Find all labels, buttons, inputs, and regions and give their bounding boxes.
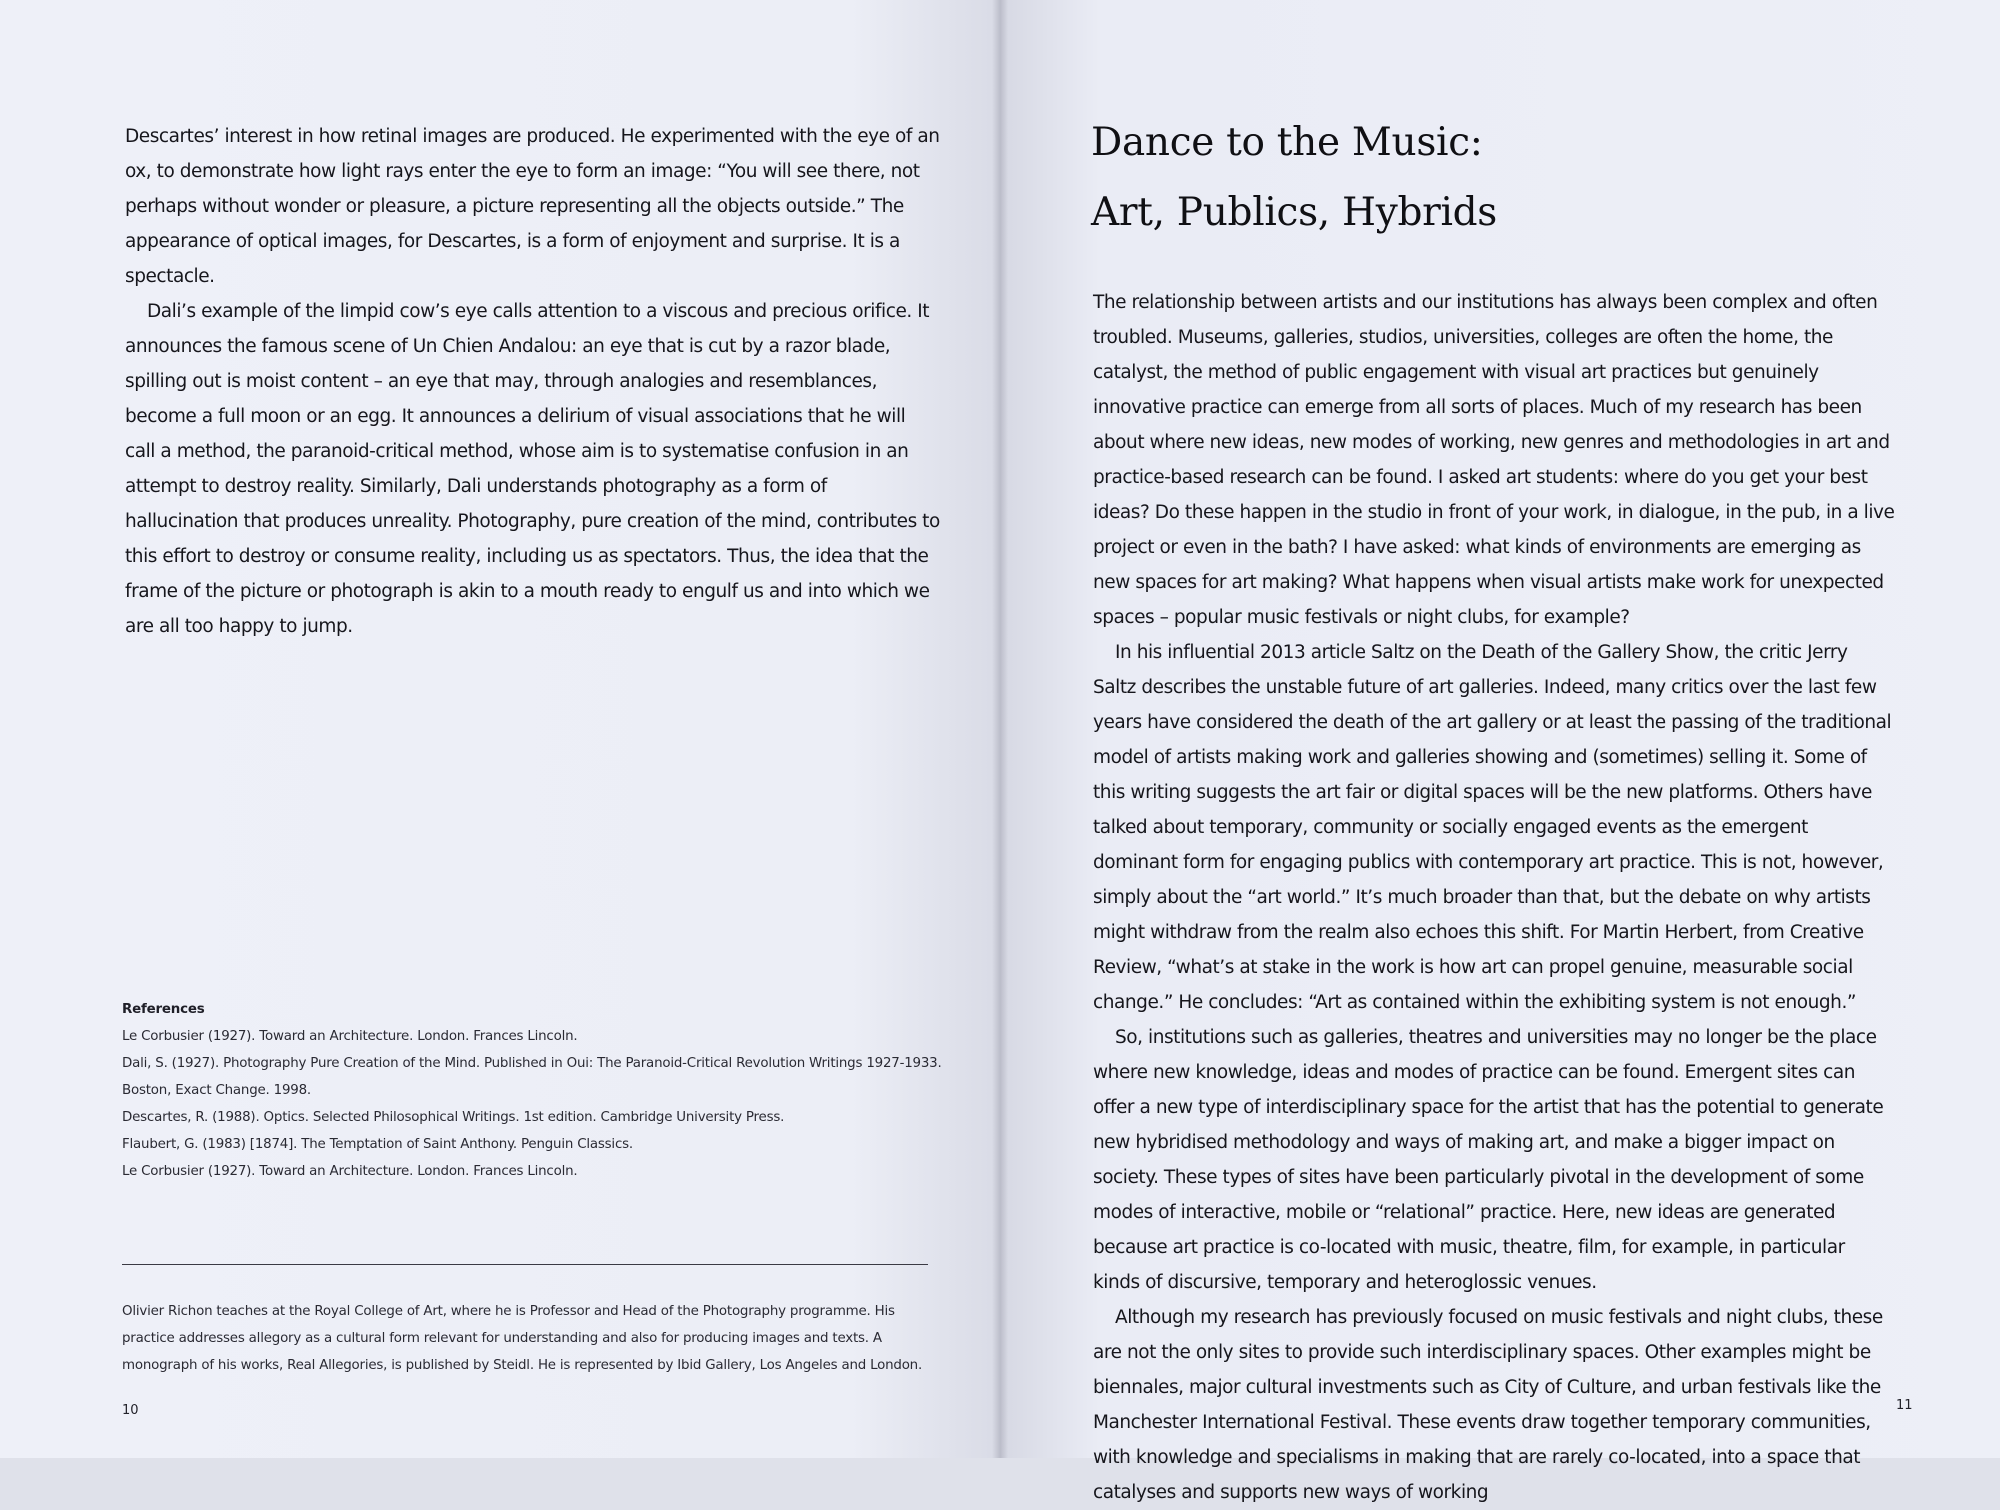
right-page (1000, 0, 2000, 1503)
bio-line: Olivier Richon teaches at the Royal College of Art, where he is Professor and Head of the Photography programme. His (122, 1304, 895, 1319)
body-paragraph: Descartes’ interest in how retinal images are produced. He experimented with the eye of an ox, to demonstrate how light rays enter the eye to form an image: “You will see there, not perhaps without wonder or pleasure, a picture representing all the objects outside.” The appearance of optical images, for Descartes, is a form of enjoyment and surprise. It is a spectacle. (125, 126, 940, 287)
body-paragraph: In his influential 2013 article Saltz on the Death of the Gallery Show, the critic Jerry Saltz describes the unstable future of art galleries. Indeed, many critics over the last few years have considered the death of the art gallery or at least the passing of the traditional model of artists making work and galleries showing and (sometimes) selling it. Some of this writing suggests the art fair or digital spaces will be the new platforms. Others have talked about temporary, community or socially engaged events as the emergent dominant form for engaging publics with contemporary art practice. This is not, however, simply about the “art world.” It’s much broader than that, but the debate on why artists might withdraw from the realm also echoes this shift. For Martin Herbert, from Creative Review, “what’s at stake in the work is how art can propel genuine, measurable social change.” He concludes: “Art as contained within the exhibiting system is not enough.” (1093, 642, 1892, 1013)
reference-item: Descartes, R. (1988). Optics. Selected Philosophical Writings. 1st edition. Cambridge University Press. (122, 1110, 785, 1125)
body-paragraph: Dali’s example of the limpid cow’s eye calls attention to a viscous and precious orifice. It announces the famous scene of Un Chien Andalou: an eye that is cut by a razor blade, spilling out is moist content – an eye that may, through analogies and resemblances, become a full moon or an egg. It announces a delirium of visual associations that he will call a method, the paranoid-critical method, whose aim is to systematise confusion in an attempt to destroy reality. Similarly, Dali understands photography as a form of hallucination that produces unreality. Photography, pure creation of the mind, contributes to this effort to destroy or consume reality, including us as spectators. Thus, the idea that the frame of the picture or photograph is akin to a mouth ready to engulf us and into which we are all too happy to jump. (125, 301, 940, 637)
chapter-title-line-1: Dance to the Music: (1091, 120, 1483, 165)
reference-item: Flaubert, G. (1983) [1874]. The Temptation of Saint Anthony. Penguin Classics. (122, 1137, 633, 1152)
book-gutter (992, 0, 1008, 1458)
chapter-title-line-2: Art, Publics, Hybrids (1091, 190, 1497, 235)
references-heading: References (122, 1002, 205, 1017)
bio-line: practice addresses allegory as a cultural form relevant for understanding and also for producing images and texts. A (122, 1331, 882, 1346)
body-paragraph: So, institutions such as galleries, theatres and universities may no longer be the place where new knowledge, ideas and modes of practice can be found. Emergent sites can offer a new type of interdisciplinary space for the artist that has the potential to generate new hybridised methodology and ways of making art, and make a bigger impact on society. These types of sites have been particularly pivotal in the development of some modes of interactive, mobile or “relational” practice. Here, new ideas are generated because art practice is co-located with music, theatre, film, for example, in particular kinds of discursive, temporary and heteroglossic venues. (1093, 1027, 1884, 1293)
left-body-text (125, 119, 940, 644)
body-paragraph: The relationship between artists and our institutions has always been complex and often troubled. Museums, galleries, studios, universities, colleges are often the home, the catalyst, the method of public engagement with visual art practices but genuinely innovative practice can emerge from all sorts of places. Much of my research has been about where new ideas, new modes of working, new genres and methodologies in art and practice-based research can be found. I asked art students: where do you get your best ideas? Do these happen in the studio in front of your work, in dialogue, in the pub, in a live project or even in the bath? I have asked: what kinds of environments are emerging as new spaces for art making? What happens when visual artists make work for unexpected spaces – popular music festivals or night clubs, for example? (1093, 292, 1895, 628)
reference-item: Dali, S. (1927). Photography Pure Creation of the Mind. Published in Oui: The Paranoid-Critical Revolution Writings 1927-1933. (122, 1056, 942, 1071)
reference-item: Boston, Exact Change. 1998. (122, 1083, 311, 1098)
reference-item: Le Corbusier (1927). Toward an Architecture. London. Frances Lincoln. (122, 1164, 578, 1179)
left-page (0, 0, 1000, 1458)
page-number-right: 11 (1896, 1398, 1913, 1413)
footnote-divider (122, 1264, 928, 1265)
chapter-title (1091, 108, 1911, 248)
right-body-text (1093, 285, 1895, 1510)
body-paragraph: Although my research has previously focused on music festivals and night clubs, these are not the only sites to provide such interdisciplinary spaces. Other examples might be biennales, major cultural investments such as City of Culture, and urban festivals like the Manchester International Festival. These events draw together temporary communities, with knowledge and specialisms in making that are rarely co-located, into a space that catalyses and supports new ways of working (1093, 1307, 1883, 1503)
author-bio (122, 1298, 942, 1379)
bio-line: monograph of his works, Real Allegories, is published by Steidl. He is represented by Ibid Gallery, Los Angeles and London. (122, 1358, 923, 1373)
reference-item: Le Corbusier (1927). Toward an Architecture. London. Frances Lincoln. (122, 1029, 578, 1044)
references-section (122, 996, 982, 1185)
page-number-left: 10 (122, 1403, 139, 1418)
